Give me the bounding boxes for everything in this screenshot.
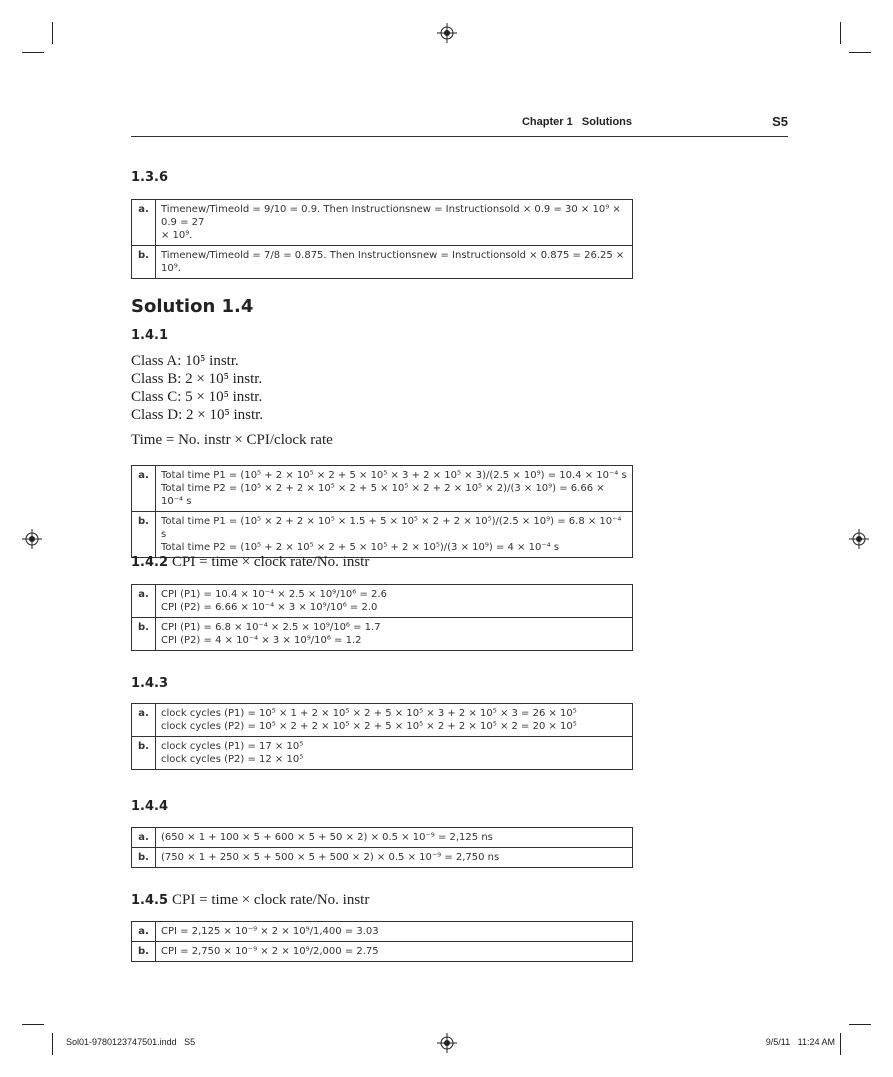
chapter-title: Chapter 1 Solutions (521, 116, 632, 128)
table-row (132, 200, 633, 246)
crop-mark (52, 1033, 53, 1055)
section-heading-1-4-2: 1.4.2 CPI = time × clock rate/No. instr (131, 554, 370, 570)
table-row (132, 704, 633, 737)
row-label: a. (132, 704, 156, 737)
answer-table-1-4-5 (131, 921, 633, 962)
answer-table-1-4-3 (131, 703, 633, 770)
answer-cell: clock cycles (P1) = 10⁵ × 1 + 2 × 10⁵ × 2 + 5 × 10⁵ × 3 + 2 × 10⁵ × 3 = 26 × 10⁵ clock cycles (P2) = 10⁵ × 2 + 2 × 10⁵ × 2 + 5 × 10⁵ × 2 + 2 × 10⁵ × 2 = 20 × 10⁵ (156, 704, 633, 737)
answer-table-1-4-1 (131, 465, 633, 558)
instruction-class-list (131, 352, 263, 424)
row-label: b. (132, 942, 156, 962)
section-heading-1-4-4: 1.4.4 (131, 799, 169, 814)
registration-mark-icon (22, 529, 42, 549)
answer-table-1-4-2 (131, 584, 633, 651)
registration-mark-icon (437, 1033, 457, 1053)
row-label: b. (132, 246, 156, 279)
answer-cell: Total time P1 = (10⁵ × 2 + 2 × 10⁵ × 1.5 + 5 × 10⁵ × 2 + 2 × 10⁵)/(2.5 × 10⁹) = 6.8 × 10⁻⁴ s Total time P2 = (10⁵ + 2 × 10⁵ × 2 + 5 × 10⁵ + 2 × 10⁵)/(3 × 10⁹) = 4 × 10⁻⁴ s (156, 512, 633, 558)
registration-mark-icon (849, 529, 869, 549)
row-label: a. (132, 585, 156, 618)
cpi-formula: CPI = time × clock rate/No. instr (172, 554, 370, 570)
answer-cell: CPI (P1) = 10.4 × 10⁻⁴ × 2.5 × 10⁹/10⁶ = 2.6 CPI (P2) = 6.66 × 10⁻⁴ × 3 × 10⁹/10⁶ = 2.0 (156, 585, 633, 618)
section-heading-1-4-3: 1.4.3 (131, 676, 169, 691)
print-datetime: 9/5/11 11:24 AM (765, 1037, 835, 1047)
answer-cell: Timenew/Timeold = 9/10 = 0.9. Then Instructionsnew = Instructionsold × 0.9 = 30 × 10⁹ × 0.9 = 27 × 10⁹. (156, 200, 633, 246)
answer-cell: (650 × 1 + 100 × 5 + 600 × 5 + 50 × 2) × 0.5 × 10⁻⁹ = 2,125 ns (156, 828, 633, 848)
table-row (132, 848, 633, 868)
row-label: b. (132, 512, 156, 558)
file-slug: Sol01-9780123747501.indd S5 (66, 1037, 196, 1047)
table-row (132, 246, 633, 279)
table-row (132, 618, 633, 651)
row-label: b. (132, 737, 156, 770)
table-row (132, 512, 633, 558)
section-heading-1-4-5: 1.4.5 CPI = time × clock rate/No. instr (131, 892, 370, 908)
crop-mark (840, 1033, 841, 1055)
section-heading-1-3-6: 1.3.6 (131, 170, 169, 185)
table-row (132, 737, 633, 770)
list-item: Class D: 2 × 10⁵ instr. (131, 407, 264, 423)
crop-mark (849, 1024, 871, 1025)
solution-title: Solution 1.4 (131, 296, 254, 317)
table-row (132, 828, 633, 848)
list-item: Class B: 2 × 10⁵ instr. (131, 371, 263, 387)
cpi-formula: CPI = time × clock rate/No. instr (172, 892, 370, 908)
section-heading-1-4-1: 1.4.1 (131, 328, 169, 343)
table-row (132, 922, 633, 942)
answer-table-1-4-4 (131, 827, 633, 868)
list-item: Class A: 10⁵ instr. (131, 353, 239, 369)
row-label: a. (132, 922, 156, 942)
answer-cell: (750 × 1 + 250 × 5 + 500 × 5 + 500 × 2) × 0.5 × 10⁻⁹ = 2,750 ns (156, 848, 633, 868)
answer-cell: Total time P1 = (10⁵ + 2 × 10⁵ × 2 + 5 × 10⁵ × 3 + 2 × 10⁵ × 3)/(2.5 × 10⁹) = 10.4 × 10⁻⁴ s Total time P2 = (10⁵ × 2 + 2 × 10⁵ × 2 + 5 × 10⁵ × 2 + 2 × 10⁵ × 2)/(3 × 10⁹) = 6.66 × 10⁻⁴ s (156, 466, 633, 512)
answer-cell: CPI = 2,125 × 10⁻⁹ × 2 × 10⁹/1,400 = 3.03 (156, 922, 633, 942)
time-formula: Time = No. instr × CPI/clock rate (131, 432, 333, 448)
crop-mark (22, 52, 44, 53)
answer-cell: Timenew/Timeold = 7/8 = 0.875. Then Instructionsnew = Instructionsold × 0.875 = 26.25 × 10⁹. (156, 246, 633, 279)
row-label: b. (132, 848, 156, 868)
row-label: a. (132, 466, 156, 512)
row-label: a. (132, 828, 156, 848)
crop-mark (22, 1024, 44, 1025)
list-item: Class C: 5 × 10⁵ instr. (131, 389, 263, 405)
answer-cell: CPI = 2,750 × 10⁻⁹ × 2 × 10⁹/2,000 = 2.75 (156, 942, 633, 962)
row-label: a. (132, 200, 156, 246)
registration-mark-icon (437, 23, 457, 43)
crop-mark (52, 22, 53, 44)
answer-cell: clock cycles (P1) = 17 × 10⁵ clock cycles (P2) = 12 × 10⁵ (156, 737, 633, 770)
table-row (132, 942, 633, 962)
page-number: S5 (772, 114, 788, 129)
crop-mark (849, 52, 871, 53)
crop-mark (840, 22, 841, 44)
answer-cell: CPI (P1) = 6.8 × 10⁻⁴ × 2.5 × 10⁹/10⁶ = 1.7 CPI (P2) = 4 × 10⁻⁴ × 3 × 10⁹/10⁶ = 1.2 (156, 618, 633, 651)
row-label: b. (132, 618, 156, 651)
answer-table-1-3-6 (131, 199, 633, 279)
table-row (132, 466, 633, 512)
table-row (132, 585, 633, 618)
running-header (131, 114, 788, 137)
